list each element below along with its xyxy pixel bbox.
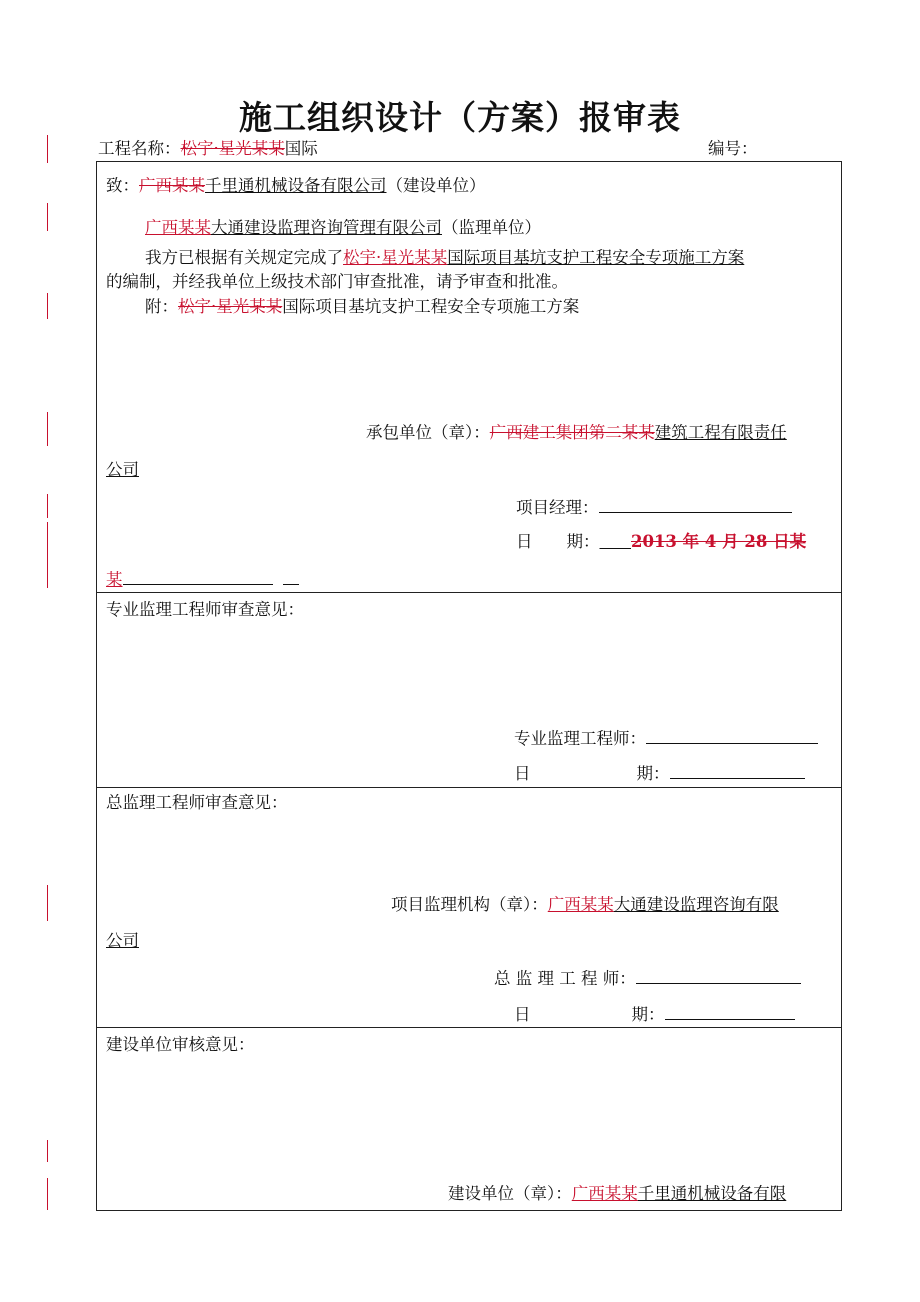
addressee-line: 致：广西某某千里通机械设备有限公司（建设单位）: [106, 176, 486, 195]
chief-date-line: 日 期：: [514, 1003, 795, 1025]
addressee-name: 千里通机械设备有限公司: [205, 176, 387, 195]
attachment-deleted: 松宇·星光某某: [178, 297, 283, 316]
change-bar: [47, 1178, 48, 1210]
change-bar: [47, 203, 48, 231]
date-overflow-line: 某: [106, 568, 299, 590]
pm-label: 项目经理：: [516, 498, 599, 517]
supervision-org-line-2: 公司: [106, 931, 139, 950]
owner-name: 千里通机械设备有限: [637, 1184, 787, 1203]
chief-sign-line: 总 监 理 工 程 师：: [494, 967, 801, 989]
section-divider: [96, 1027, 842, 1028]
org-inserted: 广西某某: [547, 895, 614, 914]
owner-unit-line: 建设单位（章）：广西某某千里通机械设备有限: [448, 1184, 787, 1203]
change-bar: [47, 494, 48, 518]
project-name-row: [98, 139, 318, 159]
supervisor-line: 广西某某大通建设监理咨询管理有限公司（监理单位）: [145, 218, 541, 237]
project-label: 工程名称：: [98, 139, 181, 158]
date-value-deleted: 2013 年 4 月 28 日某: [630, 532, 807, 551]
change-bar: [47, 1140, 48, 1162]
engineer-date-blank[interactable]: [670, 762, 805, 779]
change-bar: [47, 293, 48, 319]
page-title: 施工组织设计（方案）报审表: [239, 98, 681, 137]
section-divider: [96, 787, 842, 788]
contractor-name: 建筑工程有限责任: [654, 423, 787, 442]
contractor-deleted: 广西建工集团第二某某: [489, 423, 655, 442]
addressee-deleted: 广西某某: [139, 176, 205, 195]
body-inserted: 松宇·星光某某: [343, 248, 448, 267]
pm-line: [516, 496, 792, 518]
number-label: 编号：: [708, 139, 758, 158]
engineer-signature-blank[interactable]: [646, 727, 818, 744]
supervisor-inserted: 广西某某: [145, 218, 211, 237]
body-line-1: 我方已根据有关规定完成了松宇·星光某某国际项目基坑支护工程安全专项施工方案: [145, 248, 745, 267]
project-name-kept: 国际: [284, 139, 318, 158]
engineer-date-line: 日 期：: [514, 762, 805, 784]
engineer-review-heading: 专业监理工程师审查意见：: [106, 600, 304, 619]
section-divider: [96, 592, 842, 593]
change-bar: [47, 522, 48, 588]
contractor-line: 承包单位（章）：广西建工集团第二某某建筑工程有限责任: [366, 423, 787, 442]
chief-review-heading: 总监理工程师审查意见：: [106, 793, 288, 812]
supervision-org-line: 项目监理机构（章）：广西某某大通建设监理咨询有限: [391, 895, 779, 914]
project-name-deleted: 松宇·星光某某: [180, 139, 285, 158]
body-line-2: 的编制，并经我单位上级技术部门审查批准，请予审查和批准。: [106, 272, 568, 291]
engineer-sign-line: 专业监理工程师：: [514, 727, 818, 749]
change-bar: [47, 885, 48, 921]
owner-review-heading: 建设单位审核意见：: [106, 1035, 255, 1054]
pm-signature-blank[interactable]: [599, 496, 792, 513]
chief-signature-blank[interactable]: [636, 967, 801, 984]
change-bar: [47, 412, 48, 446]
attachment-line: 附：松宇·星光某某国际项目基坑支护工程安全专项施工方案: [145, 297, 580, 316]
date-line: 日 期： 2013 年 4 月 28 日某: [516, 532, 807, 551]
contractor-line-2: 公司: [106, 460, 139, 479]
change-bar: [47, 135, 48, 163]
org-name: 大通建设监理咨询有限: [613, 895, 779, 914]
owner-inserted: 广西某某: [571, 1184, 638, 1203]
chief-date-blank[interactable]: [665, 1003, 795, 1020]
supervisor-name: 大通建设监理咨询管理有限公司: [211, 218, 442, 237]
